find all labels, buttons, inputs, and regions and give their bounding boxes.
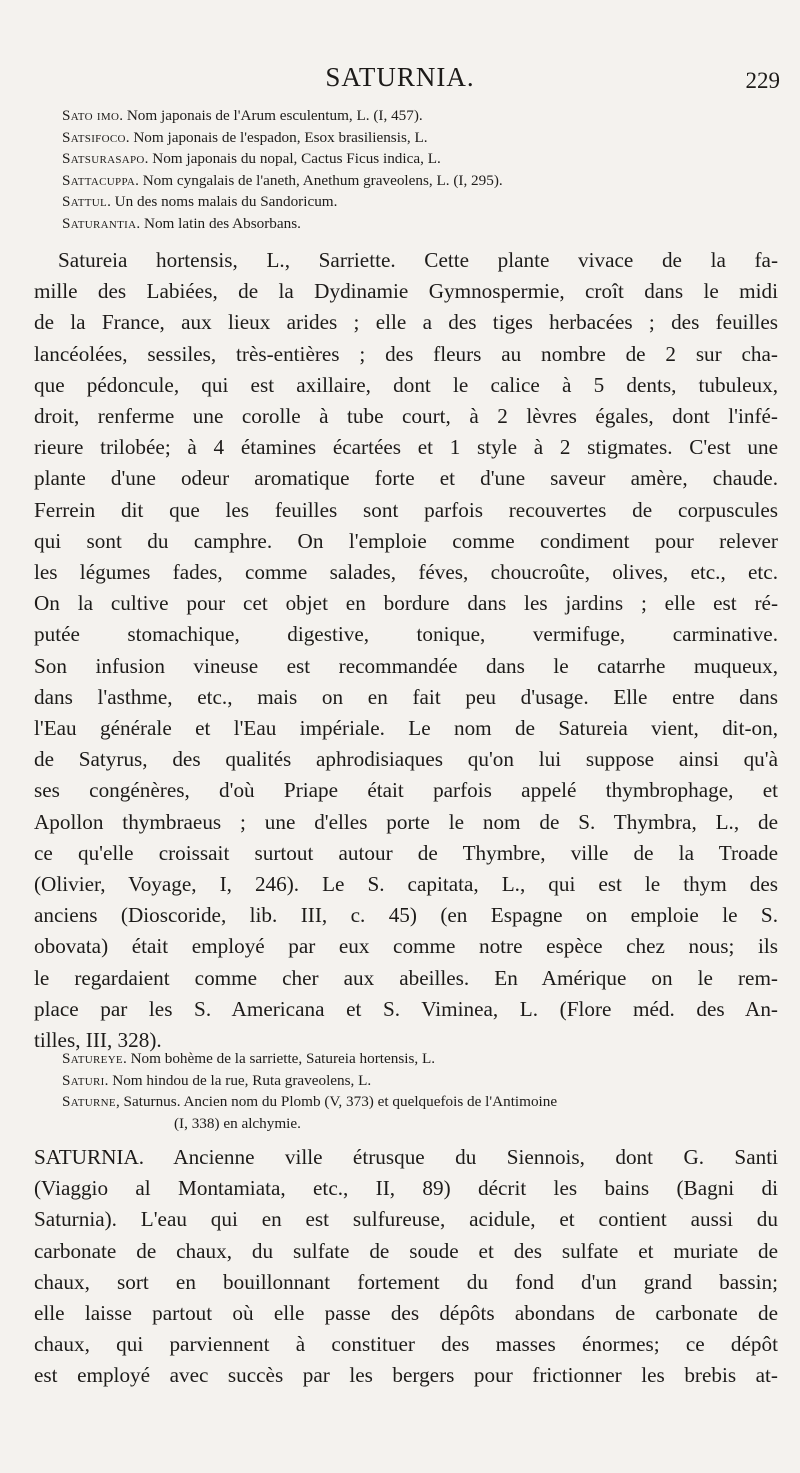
paragraph-line: chaux, sort en bouillonnant fortement du fond d'un grand bassin;: [34, 1269, 778, 1294]
entry-term: Saturi: [62, 1071, 105, 1089]
entry-term: Satsifoco: [62, 128, 126, 146]
paragraph-line: ce qu'elle croissait surtout autour de Thymbre, ville de la Troade: [34, 840, 778, 865]
entry-saturne-continued: [62, 1113, 778, 1135]
entry-term: Satsurasapo: [62, 150, 145, 168]
entry-text: (I, 338) en alchymie.: [174, 1114, 301, 1132]
entry-satsurasapo: [62, 148, 778, 170]
entry-text: , Saturnus. Ancien nom du Plomb (V, 373) et quelquefois de l'Antimoine: [115, 1093, 558, 1111]
paragraph-line: dans l'asthme, etc., mais on en fait peu d'usage. Elle entre dans: [34, 684, 778, 709]
paragraph-line: ses congénères, d'où Priape était parfois appelé thymbrophage, et: [34, 778, 778, 803]
paragraph-line: Ferrein dit que les feuilles sont parfois recouvertes de corpuscules: [34, 497, 778, 522]
entry-saturne: [62, 1091, 778, 1113]
paragraph-line: SATURNIA. Ancienne ville étrusque du Siennois, dont G. Santi: [34, 1145, 778, 1169]
paragraph-line: le regardaient comme cher aux abeilles. En Amérique on le rem-: [34, 965, 778, 990]
entry-text: . Nom latin des Absorbans.: [136, 214, 301, 232]
paragraph-line: Son infusion vineuse est recommandée dans le catarrhe muqueux,: [34, 653, 778, 678]
paragraph-line: de Satyrus, des qualités aphrodisiaques qu'on lui suppose ainsi qu'à: [34, 747, 778, 772]
paragraph-line: carbonate de chaux, du sulfate de soude et des sulfate et muriate de: [34, 1238, 778, 1263]
article-satureia: [34, 245, 778, 1056]
paragraph-line: droit, renferme une corolle à tube court, à 2 lèvres égales, dont l'infé-: [34, 404, 778, 429]
entries-top: [62, 105, 778, 235]
paragraph-line: (Viaggio al Montamiata, etc., II, 89) décrit les bains (Bagni di: [34, 1176, 778, 1201]
entry-term: Sattacuppa: [62, 171, 136, 189]
entry-term: Saturne: [62, 1093, 116, 1111]
paragraph-line: mille des Labiées, de la Dydinamie Gymnospermie, croît dans le midi: [34, 279, 778, 304]
entry-satsifoco: [62, 127, 778, 149]
paragraph-line: plante d'une odeur aromatique forte et d'une saveur amère, chaude.: [34, 466, 778, 491]
entry-sato-imo: [62, 105, 778, 127]
paragraph-line: Apollon thymbraeus ; une d'elles porte le nom de S. Thymbra, L., de: [34, 809, 778, 834]
entry-saturi: [62, 1070, 778, 1092]
paragraph-line: On la cultive pour cet objet en bordure dans les jardins ; elle est ré-: [34, 591, 778, 616]
page-number: 229: [745, 68, 780, 93]
paragraph-line: place par les S. Americana et S. Viminea, L. (Flore méd. des An-: [34, 996, 778, 1021]
paragraph-line: est employé avec succès par les bergers pour frictionner les brebis at-: [34, 1363, 778, 1388]
paragraph-line: Satureia hortensis, L., Sarriette. Cette plante vivace de la fa-: [58, 248, 778, 272]
entry-text: . Nom cyngalais de l'aneth, Anethum graveolens, L. (I, 295).: [135, 171, 503, 189]
running-head: [0, 62, 800, 102]
paragraph-line: qui sont du camphre. On l'emploie comme condiment pour relever: [34, 528, 778, 553]
page-title: SATURNIA.: [325, 62, 475, 92]
paragraph-line: (Olivier, Voyage, I, 246). Le S. capitata, L., qui est le thym des: [34, 872, 778, 897]
entry-text: . Nom japonais de l'Arum esculentum, L. (I, 457).: [119, 107, 423, 124]
entry-text: . Un des noms malais du Sandoricum.: [107, 193, 338, 211]
entry-term: Sattul: [62, 193, 108, 211]
paragraph-line: tilles, III, 328).: [34, 1028, 162, 1053]
article-saturnia: [34, 1142, 778, 1392]
entry-term: Sato imo: [62, 107, 120, 124]
entry-satureye: [62, 1048, 778, 1070]
paragraph-line: lancéolées, sessiles, très-entières ; des fleurs au nombre de 2 sur cha-: [34, 341, 778, 366]
paragraph-line: rieure trilobée; à 4 étamines écartées et 1 style à 2 stigmates. C'est une: [34, 435, 778, 460]
entry-text: . Nom japonais du nopal, Cactus Ficus indica, L.: [144, 150, 441, 168]
entries-bottom: [62, 1048, 778, 1134]
paragraph-line: les légumes fades, comme salades, féves, choucroûte, olives, etc., etc.: [34, 560, 778, 585]
paragraph-line: chaux, qui parviennent à constituer des masses énormes; ce dépôt: [34, 1332, 778, 1357]
paragraph-line: anciens (Dioscoride, lib. III, c. 45) (en Espagne on emploie le S.: [34, 903, 778, 928]
paragraph-line: l'Eau générale et l'Eau impériale. Le nom de Satureia vient, dit-on,: [34, 716, 778, 741]
entry-text: . Nom bohème de la sarriette, Satureia hortensis, L.: [122, 1050, 436, 1067]
entry-text: . Nom japonais de l'espadon, Esox brasiliensis, L.: [125, 128, 428, 146]
paragraph-line: obovata) était employé par eux comme notre espèce chez nous; ils: [34, 934, 778, 959]
entry-term: Satureye: [62, 1050, 123, 1067]
entry-sattacuppa: [62, 170, 778, 192]
paragraph-line: putée stomachique, digestive, tonique, vermifuge, carminative.: [34, 622, 778, 647]
paragraph-line: que pédoncule, qui est axillaire, dont le calice à 5 dents, tubuleux,: [34, 372, 778, 397]
paragraph-line: elle laisse partout où elle passe des dépôts abondans de carbonate de: [34, 1301, 778, 1326]
entry-text: . Nom hindou de la rue, Ruta graveolens, L.: [104, 1071, 372, 1089]
paragraph-line: de la France, aux lieux arides ; elle a des tiges herbacées ; des feuilles: [34, 310, 778, 335]
entry-saturantia: [62, 213, 778, 235]
paragraph-line: Saturnia). L'eau qui en est sulfureuse, acidule, et contient aussi du: [34, 1207, 778, 1232]
entry-term: Saturantia: [62, 214, 137, 232]
entry-sattul: [62, 191, 778, 213]
